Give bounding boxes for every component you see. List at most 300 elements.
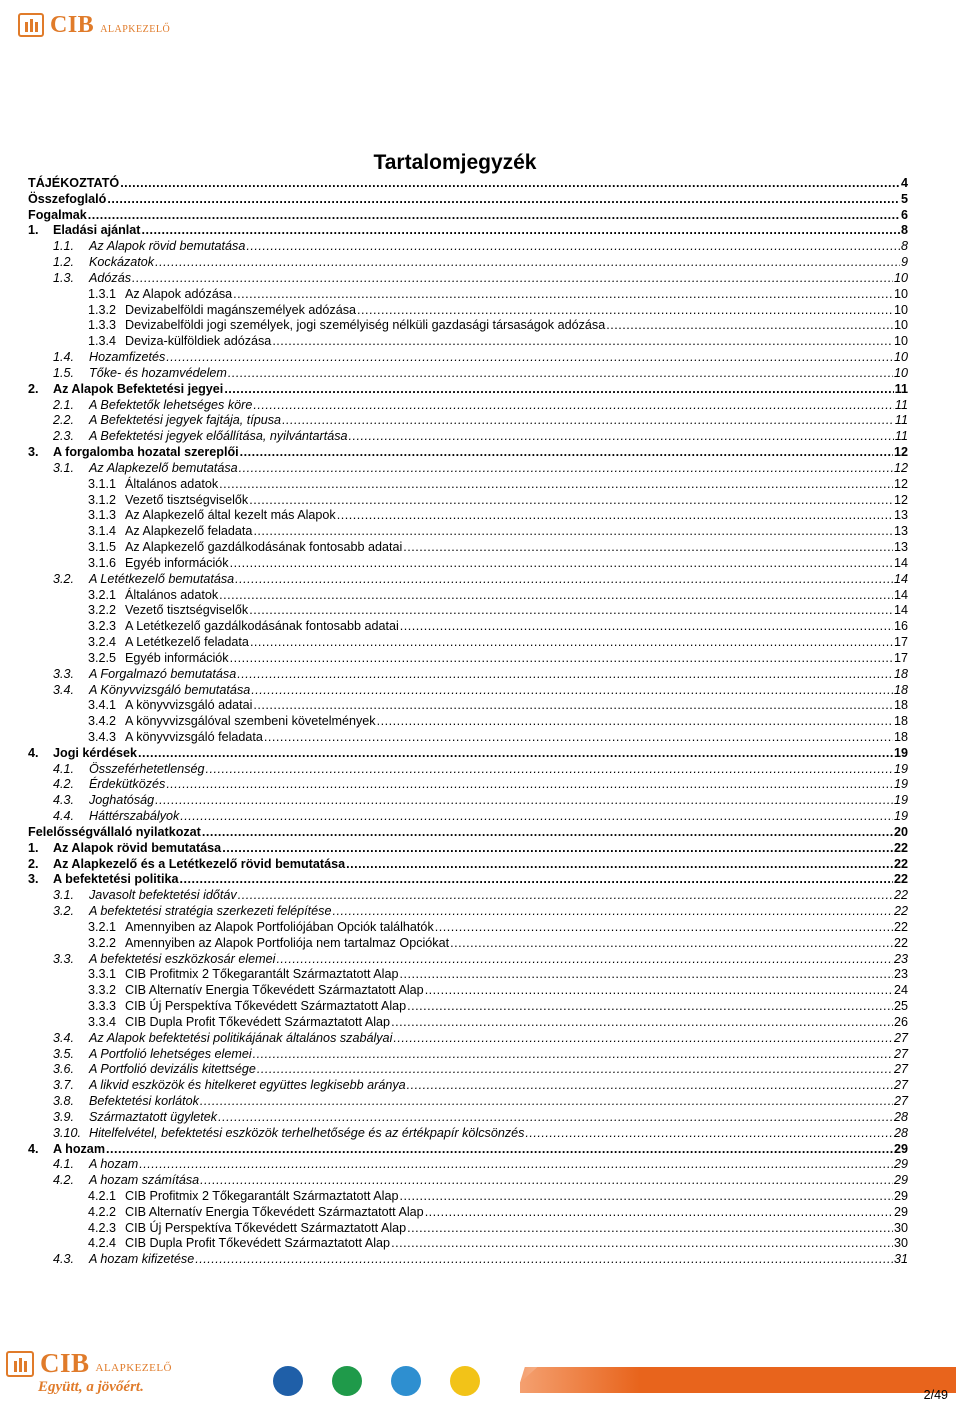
toc-entry-label: A hozam kifizetése — [89, 1252, 195, 1267]
toc-entry-number: 3.2.2 — [88, 935, 117, 950]
toc-entry[interactable] — [28, 1252, 908, 1268]
toc-entry[interactable] — [28, 793, 908, 809]
toc-dot-leader — [393, 1031, 893, 1047]
toc-entry-label: Devizabelföldi jogi személyek, jogi személyiség nélküli gazdasági társaságok adózása — [125, 318, 606, 333]
toc-entry-number: 3.3.3 — [88, 999, 117, 1014]
toc-entry-page: 8 — [900, 223, 908, 238]
toc-entry-number: 4.2.4 — [88, 1236, 117, 1251]
toc-entry[interactable] — [28, 334, 908, 350]
toc-entry-page: 29 — [893, 1157, 908, 1172]
toc-entry-number: 1.5. — [53, 365, 75, 380]
toc-entry-page: 22 — [893, 919, 908, 934]
toc-entry-label: CIB Dupla Profit Tőkevédett Származtatott Alap — [125, 1236, 391, 1251]
toc-dot-leader — [425, 1205, 893, 1221]
toc-entry-label: A Befektetési jegyek előállítása, nyilvántartása — [89, 429, 348, 444]
toc-entry[interactable] — [28, 936, 908, 952]
toc-entry-number: 3.2.1 — [88, 587, 117, 602]
toc-entry-number: 3.1.6 — [88, 555, 117, 570]
toc-entry-number: 4.1. — [53, 1157, 75, 1172]
toc-entry-label: Általános adatok — [125, 587, 219, 602]
toc-entry-label: Összefoglaló — [28, 191, 107, 206]
toc-entry-page: 22 — [893, 888, 908, 903]
toc-entry[interactable] — [28, 777, 908, 793]
toc-entry[interactable] — [28, 999, 908, 1015]
toc-entry-page: 18 — [893, 666, 908, 681]
toc-entry-label: A Forgalmazó bemutatása — [89, 666, 237, 681]
toc-entry-page: 28 — [893, 1109, 908, 1124]
toc-entry-page: 30 — [893, 1220, 908, 1235]
toc-entry-label: Általános adatok — [125, 476, 219, 491]
toc-entry[interactable] — [28, 192, 908, 208]
toc-dot-leader — [166, 350, 893, 366]
toc-entry[interactable] — [28, 619, 908, 635]
toc-entry-page: 25 — [893, 999, 908, 1014]
toc-entry[interactable] — [28, 857, 908, 873]
toc-dot-leader — [357, 303, 893, 319]
toc-entry-page: 18 — [893, 729, 908, 744]
toc-entry[interactable] — [28, 445, 908, 461]
toc-entry-label: A forgalomba hozatal szereplői — [53, 445, 239, 460]
toc-entry[interactable] — [28, 556, 908, 572]
toc-dot-leader — [222, 841, 893, 857]
toc-entry[interactable] — [28, 1078, 908, 1094]
toc-entry-page: 14 — [893, 603, 908, 618]
toc-dot-leader — [106, 1142, 893, 1158]
toc-entry-page: 29 — [893, 1173, 908, 1188]
toc-dot-leader — [180, 809, 893, 825]
toc-entry-label: Vezető tisztségviselők — [125, 492, 249, 507]
toc-entry-page: 29 — [893, 1141, 908, 1156]
toc-entry-page: 20 — [893, 824, 908, 839]
toc-entry-label: Tőke- és hozamvédelem — [89, 365, 227, 380]
toc-dot-leader — [272, 334, 893, 350]
toc-entry-page: 19 — [893, 777, 908, 792]
toc-entry-label: Származtatott ügyletek — [89, 1109, 218, 1124]
toc-entry[interactable] — [28, 1173, 908, 1189]
toc-entry-label: Az Alapok Befektetési jegyei — [53, 381, 224, 396]
footer-logo-building-icon — [6, 1351, 34, 1377]
toc-entry-number: 3.4.1 — [88, 698, 117, 713]
toc-entry-label: Az Alapok befektetési politikájának általános szabályai — [89, 1030, 393, 1045]
toc-dot-leader — [195, 1252, 893, 1268]
toc-entry-label: Felelősségvállaló nyilatkozat — [28, 824, 201, 839]
toc-entry-number: 4.2.2 — [88, 1204, 117, 1219]
toc-entry-number: 1.2. — [53, 255, 75, 270]
toc-dot-leader — [240, 445, 893, 461]
toc-dot-leader — [142, 223, 900, 239]
toc-entry-number: 3.2.3 — [88, 619, 117, 634]
toc-entry-label: A könyvvizsgáló feladata — [125, 729, 263, 744]
toc-dot-leader — [230, 651, 893, 667]
toc-entry[interactable] — [28, 1110, 908, 1126]
toc-entry[interactable] — [28, 255, 908, 271]
toc-entry-number: 1.3.2 — [88, 302, 117, 317]
toc-dot-leader — [132, 271, 893, 287]
toc-dot-leader — [606, 318, 893, 334]
toc-entry[interactable] — [28, 603, 908, 619]
toc-entry-page: 10 — [893, 350, 908, 365]
toc-dot-leader — [219, 477, 893, 493]
logo-building-icon — [18, 13, 44, 37]
toc-entry[interactable] — [28, 920, 908, 936]
toc-entry[interactable] — [28, 572, 908, 588]
toc-entry-number: 3.4. — [53, 682, 75, 697]
toc-entry-page: 23 — [893, 951, 908, 966]
toc-entry-label: Jogi kérdések — [53, 745, 138, 760]
toc-entry-number: 4.3. — [53, 1252, 75, 1267]
toc-dot-leader — [88, 208, 900, 224]
toc-entry-number: 4.4. — [53, 809, 75, 824]
toc-dot-leader — [120, 176, 900, 192]
toc-entry-label: Az Alapkezelő bemutatása — [89, 460, 238, 475]
toc-dot-leader — [166, 777, 893, 793]
toc-entry-number: 3.3.2 — [88, 983, 117, 998]
toc-entry[interactable] — [28, 223, 908, 239]
toc-entry-page: 11 — [894, 429, 908, 444]
toc-entry-label: Összeférhetetlenség — [89, 761, 205, 776]
toc-entry[interactable] — [28, 1047, 908, 1063]
toc-entry[interactable] — [28, 698, 908, 714]
toc-entry-number: 3.2. — [53, 904, 75, 919]
toc-entry-number: 1.3.4 — [88, 334, 117, 349]
toc-entry[interactable] — [28, 967, 908, 983]
toc-entry[interactable] — [28, 588, 908, 604]
toc-dot-leader — [139, 1157, 893, 1173]
toc-entry[interactable] — [28, 746, 908, 762]
toc-entry[interactable] — [28, 287, 908, 303]
toc-entry-label: A Portfolió lehetséges elemei — [89, 1046, 252, 1061]
toc-dot-leader — [246, 239, 900, 255]
toc-entry-page: 8 — [900, 239, 908, 254]
toc-entry[interactable] — [28, 1031, 908, 1047]
toc-dot-leader — [332, 904, 893, 920]
toc-entry-number: 3.2.2 — [88, 603, 117, 618]
toc-entry-label: Eladási ajánlat — [53, 223, 141, 238]
footer-orange-bar-fade — [520, 1367, 640, 1393]
toc-entry-label: A befektetési politika — [53, 872, 179, 887]
toc-entry-page: 30 — [893, 1236, 908, 1251]
toc-entry-number: 3.1.1 — [88, 476, 117, 491]
toc-entry[interactable] — [28, 714, 908, 730]
toc-entry-number: 3.3. — [53, 951, 75, 966]
toc-dot-leader — [253, 524, 893, 540]
toc-entry[interactable] — [28, 540, 908, 556]
toc-entry-number: 3.1.5 — [88, 540, 117, 555]
toc-entry-label: A Befektetők lehetséges köre — [89, 397, 253, 412]
toc-dot-leader — [238, 888, 893, 904]
toc-entry[interactable] — [28, 493, 908, 509]
toc-entry[interactable] — [28, 1221, 908, 1237]
toc-dot-leader — [282, 413, 894, 429]
toc-entry[interactable] — [28, 1189, 908, 1205]
toc-entry-label: Amennyiben az Alapok Portfoliójában Opciók találhatók — [125, 919, 434, 934]
toc-dot-leader — [435, 920, 893, 936]
toc-entry[interactable] — [28, 1094, 908, 1110]
toc-entry-label: Amennyiben az Alapok Portfoliója nem tartalmaz Opciókat — [125, 935, 450, 950]
toc-entry-number: 3.4. — [53, 1030, 75, 1045]
toc-dot-leader — [219, 588, 893, 604]
toc-entry-label: A hozam — [89, 1157, 139, 1172]
toc-dot-leader — [257, 1062, 893, 1078]
toc-entry-page: 19 — [893, 809, 908, 824]
toc-dot-leader — [346, 857, 893, 873]
toc-entry-label: Az Alapok adózása — [125, 286, 233, 301]
toc-entry-page: 27 — [893, 1030, 908, 1045]
toc-entry-label: CIB Új Perspektíva Tőkevédett Származtatott Alap — [125, 1220, 407, 1235]
toc-entry-page: 27 — [893, 1062, 908, 1077]
toc-entry-number: 1. — [28, 840, 39, 855]
toc-entry[interactable] — [28, 1015, 908, 1031]
toc-entry[interactable] — [28, 1236, 908, 1252]
toc-entry-page: 22 — [893, 935, 908, 950]
toc-entry-label: Kockázatok — [89, 255, 155, 270]
toc-entry-label: TÁJÉKOZTATÓ — [28, 176, 120, 190]
toc-entry[interactable] — [28, 1205, 908, 1221]
toc-entry-label: Adózás — [89, 270, 132, 285]
toc-entry-label: CIB Profitmix 2 Tőkegarantált Származtatott Alap — [125, 1189, 399, 1203]
toc-entry-page: 24 — [893, 983, 908, 998]
toc-entry-number: 3.4.3 — [88, 729, 117, 744]
toc-entry-page: 6 — [900, 207, 908, 222]
toc-entry[interactable] — [28, 208, 908, 224]
toc-entry-page: 12 — [893, 445, 908, 460]
toc-entry-number: 3.8. — [53, 1094, 75, 1109]
toc-dot-leader — [399, 1189, 893, 1205]
toc-dot-leader — [253, 698, 893, 714]
toc-dot-leader — [377, 714, 893, 730]
toc-entry-label: Az Alapkezelő és a Letétkezelő rövid bemutatása — [53, 856, 346, 871]
toc-entry[interactable] — [28, 524, 908, 540]
toc-entry[interactable] — [28, 461, 908, 477]
toc-entry[interactable] — [28, 809, 908, 825]
toc-entry-number: 4.3. — [53, 793, 75, 808]
toc-entry[interactable] — [28, 952, 908, 968]
toc-entry-number: 3.3. — [53, 666, 75, 681]
toc-entry-page: 10 — [893, 270, 908, 285]
toc-entry-page: 23 — [893, 967, 908, 982]
toc-dot-leader — [249, 603, 893, 619]
toc-entry[interactable] — [28, 429, 908, 445]
toc-entry-page: 27 — [893, 1046, 908, 1061]
toc-dot-leader — [237, 667, 893, 683]
toc-dot-leader — [235, 572, 893, 588]
toc-entry-page: 14 — [893, 555, 908, 570]
toc-entry-label: CIB Alternatív Energia Tőkevédett Származtatott Alap — [125, 983, 424, 998]
toc-entry-number: 3.6. — [53, 1062, 75, 1077]
toc-entry[interactable] — [28, 667, 908, 683]
toc-entry-page: 27 — [893, 1078, 908, 1093]
toc-entry[interactable] — [28, 271, 908, 287]
toc-entry-number: 1.4. — [53, 350, 75, 365]
toc-entry-page: 10 — [893, 334, 908, 349]
toc-dot-leader — [276, 952, 893, 968]
toc-entry-page: 4 — [900, 176, 908, 190]
toc-entry-page: 11 — [894, 381, 908, 396]
toc-dot-leader — [200, 1094, 893, 1110]
toc-entry-label: CIB Alternatív Energia Tőkevédett Származtatott Alap — [125, 1204, 424, 1219]
toc-entry-label: A Befektetési jegyek fajtája, típusa — [89, 413, 282, 428]
toc-dot-leader — [180, 872, 893, 888]
toc-entry[interactable] — [28, 398, 908, 414]
toc-entry-number: 4.1. — [53, 761, 75, 776]
footer-dot-blue — [273, 1366, 303, 1396]
toc-entry-label: Az Alapkezelő által kezelt más Alapok — [125, 508, 336, 523]
toc-entry-page: 29 — [893, 1204, 908, 1219]
toc-entry[interactable] — [28, 382, 908, 398]
toc-entry-number: 1.3.1 — [88, 286, 117, 301]
toc-entry-label: Hitelfelvétel, befektetési eszközök terhelhetősége és az értékpapír kölcsönzés — [89, 1125, 525, 1140]
toc-entry-number: 4. — [28, 1141, 39, 1156]
toc-entry-number: 3.2.4 — [88, 635, 117, 650]
toc-entry-number: 4. — [28, 745, 39, 760]
toc-dot-leader — [230, 556, 893, 572]
toc-entry[interactable] — [28, 888, 908, 904]
toc-dot-leader — [138, 746, 893, 762]
toc-entry[interactable] — [28, 508, 908, 524]
footer-dot-lightblue — [391, 1366, 421, 1396]
toc-entry[interactable] — [28, 683, 908, 699]
toc-entry-page: 14 — [893, 587, 908, 602]
toc-entry-number: 3. — [28, 872, 39, 887]
toc-entry-label: A Letétkezelő bemutatása — [89, 571, 235, 586]
toc-entry-label: A Portfolió devizális kitettsége — [89, 1062, 256, 1077]
toc-entry-page: 13 — [893, 524, 908, 539]
toc-entry[interactable] — [28, 176, 908, 192]
toc-entry-number: 3.5. — [53, 1046, 75, 1061]
toc-entry-number: 3.3.4 — [88, 1014, 117, 1029]
toc-entry[interactable] — [28, 477, 908, 493]
toc-entry-page: 18 — [893, 682, 908, 697]
toc-entry-page: 12 — [893, 460, 908, 475]
toc-entry[interactable] — [28, 904, 908, 920]
toc-dot-leader — [400, 619, 893, 635]
toc-entry-label: Az Alapkezelő feladata — [125, 524, 253, 539]
toc-entry-page: 9 — [900, 255, 908, 270]
toc-dot-leader — [224, 382, 893, 398]
toc-entry[interactable] — [28, 350, 908, 366]
toc-dot-leader — [253, 1047, 893, 1063]
toc-entry[interactable] — [28, 635, 908, 651]
toc-entry-label: Deviza-külföldiek adózása — [125, 334, 272, 349]
toc-entry[interactable] — [28, 651, 908, 667]
toc-entry-number: 2.1. — [53, 397, 75, 412]
toc-entry-label: Érdekütközés — [89, 777, 166, 792]
toc-entry-label: A likvid eszközök és hitelkeret együttes legkisebb aránya — [89, 1078, 406, 1093]
toc-entry-label: Az Alapok rövid bemutatása — [89, 239, 246, 254]
toc-entry[interactable] — [28, 983, 908, 999]
header-brand: CIB — [50, 11, 95, 38]
toc-entry-label: Az Alapok rövid bemutatása — [53, 840, 222, 855]
toc-entry-page: 18 — [893, 698, 908, 713]
toc-entry-number: 4.2.1 — [88, 1189, 117, 1203]
toc-entry-label: Vezető tisztségviselők — [125, 603, 249, 618]
toc-entry-number: 3.1.3 — [88, 508, 117, 523]
toc-entry-label: Devizabelföldi magánszemélyek adózása — [125, 302, 357, 317]
toc-dot-leader — [250, 635, 893, 651]
toc-entry[interactable] — [28, 872, 908, 888]
toc-entry-label: A hozam számítása — [89, 1173, 200, 1188]
toc-entry-label: Háttérszabályok — [89, 809, 180, 824]
toc-entry-page: 22 — [893, 840, 908, 855]
page-number: 2/49 — [923, 1388, 948, 1402]
toc-entry[interactable] — [28, 1126, 908, 1142]
toc-entry-number: 3.2. — [53, 571, 75, 586]
toc-dot-leader — [399, 967, 893, 983]
toc-dot-leader — [200, 1173, 893, 1189]
toc-entry-page: 10 — [893, 286, 908, 301]
toc-entry-number: 1.3.3 — [88, 318, 117, 333]
toc-dot-leader — [391, 1015, 893, 1031]
table-of-contents — [28, 176, 908, 1268]
toc-dot-leader — [249, 493, 893, 509]
toc-entry-page: 22 — [893, 904, 908, 919]
toc-entry-number: 4.2. — [53, 777, 75, 792]
toc-entry-page: 17 — [893, 635, 908, 650]
toc-entry[interactable] — [28, 825, 908, 841]
toc-entry-label: A Könyvvizsgáló bemutatása — [89, 682, 251, 697]
toc-entry[interactable] — [28, 841, 908, 857]
toc-entry-label: Javasolt befektetési időtáv — [89, 888, 237, 903]
toc-entry-page: 19 — [893, 793, 908, 808]
toc-entry-page: 13 — [893, 540, 908, 555]
page-title: Tartalomjegyzék — [373, 151, 537, 174]
toc-entry-number: 3.3.1 — [88, 967, 117, 982]
toc-entry-page: 27 — [893, 1094, 908, 1109]
toc-entry-label: Az Alapkezelő gazdálkodásának fontosabb adatai — [125, 540, 403, 555]
toc-entry-page: 10 — [893, 365, 908, 380]
toc-entry-number: 2. — [28, 381, 39, 396]
toc-entry[interactable] — [28, 1062, 908, 1078]
toc-entry[interactable] — [28, 413, 908, 429]
toc-entry-label: Joghatóság — [89, 793, 155, 808]
toc-entry-number: 1. — [28, 223, 39, 238]
toc-dot-leader — [264, 730, 893, 746]
toc-entry[interactable] — [28, 318, 908, 334]
toc-entry-page: 28 — [893, 1125, 908, 1140]
toc-entry-page: 18 — [893, 714, 908, 729]
toc-entry-label: A hozam — [53, 1141, 106, 1156]
toc-entry-label: Fogalmak — [28, 207, 87, 222]
toc-entry[interactable] — [28, 239, 908, 255]
toc-entry-label: CIB Új Perspektíva Tőkevédett Származtatott Alap — [125, 999, 407, 1014]
toc-entry[interactable] — [28, 303, 908, 319]
toc-entry-label: Egyéb információk — [125, 555, 229, 570]
toc-entry[interactable] — [28, 730, 908, 746]
toc-entry-number: 2.2. — [53, 413, 75, 428]
toc-entry-page: 19 — [893, 745, 908, 760]
toc-entry-number: 4.2. — [53, 1173, 75, 1188]
toc-entry-label: A könyvvizsgáló adatai — [125, 698, 253, 713]
toc-dot-leader — [155, 255, 900, 271]
toc-entry-page: 13 — [893, 508, 908, 523]
toc-entry[interactable] — [28, 366, 908, 382]
toc-entry-number: 2.3. — [53, 429, 75, 444]
toc-entry-label: Hozamfizetés — [89, 350, 166, 365]
toc-entry[interactable] — [28, 1142, 908, 1158]
header-logo — [18, 10, 170, 40]
toc-entry-number: 1.1. — [53, 239, 75, 254]
toc-entry-number: 3.1.2 — [88, 492, 117, 507]
toc-dot-leader — [407, 1221, 893, 1237]
footer-logo — [6, 1348, 172, 1396]
toc-entry-number: 4.2.3 — [88, 1220, 117, 1235]
toc-entry-number: 2. — [28, 856, 39, 871]
toc-entry-number: 3.10. — [53, 1125, 82, 1140]
toc-entry[interactable] — [28, 762, 908, 778]
toc-dot-leader — [251, 683, 893, 699]
toc-entry[interactable] — [28, 1157, 908, 1173]
toc-entry-page: 31 — [893, 1252, 908, 1267]
